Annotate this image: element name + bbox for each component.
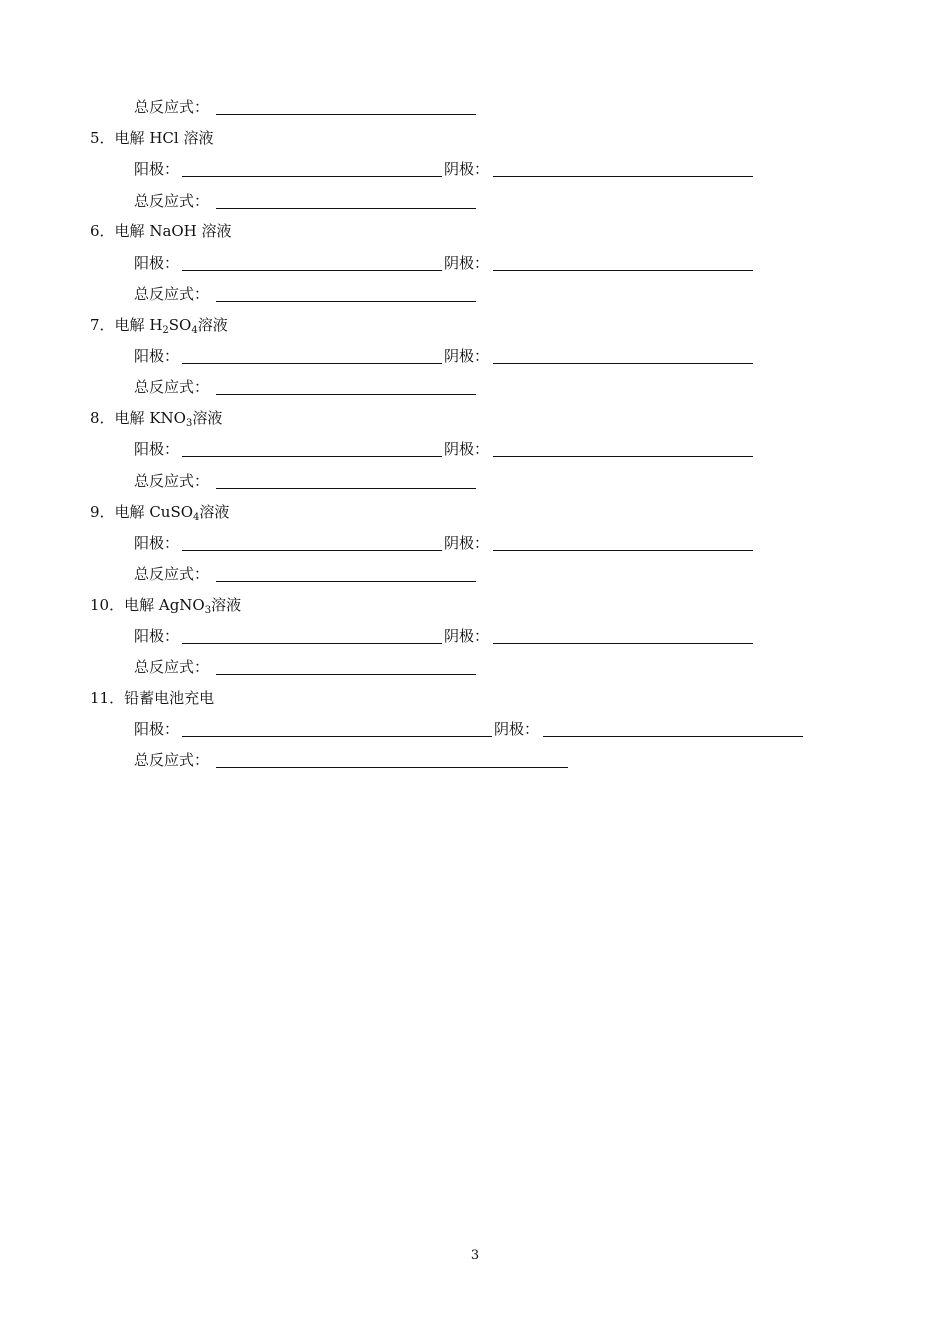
total-reaction-blank[interactable] bbox=[216, 394, 476, 395]
anode-label: 阳极： bbox=[134, 254, 180, 272]
cathode-blank[interactable] bbox=[543, 736, 803, 737]
anode-blank[interactable] bbox=[182, 456, 442, 457]
item-8-heading: 8．电解 $KNO_3$溶液 bbox=[90, 409, 223, 429]
anode-label: 阳极： bbox=[134, 534, 180, 552]
cathode-label: 阴极： bbox=[444, 254, 490, 272]
item-10-heading: 10．电解 AgNO$_3$溶液 bbox=[90, 596, 242, 616]
item-7-heading: 7．电解 $H_2SO_4$溶液 bbox=[90, 316, 228, 336]
anode-blank[interactable] bbox=[182, 550, 442, 551]
cathode-blank[interactable] bbox=[493, 643, 753, 644]
cathode-label: 阴极： bbox=[444, 160, 490, 178]
total-reaction-label: 总反应式： bbox=[134, 658, 210, 676]
anode-blank[interactable] bbox=[182, 736, 492, 737]
anode-label: 阳极： bbox=[134, 440, 180, 458]
total-reaction-blank[interactable] bbox=[216, 767, 568, 768]
total-reaction-blank[interactable] bbox=[216, 488, 476, 489]
cathode-blank[interactable] bbox=[493, 270, 753, 271]
cathode-label: 阴极： bbox=[444, 534, 490, 552]
anode-label: 阳极： bbox=[134, 347, 180, 365]
cathode-blank[interactable] bbox=[493, 456, 753, 457]
total-reaction-label: 总反应式： bbox=[134, 751, 210, 769]
anode-label: 阳极： bbox=[134, 720, 180, 738]
item-5-heading: 5．电解 HCl 溶液 bbox=[90, 129, 214, 147]
cathode-blank[interactable] bbox=[493, 363, 753, 364]
cathode-blank[interactable] bbox=[493, 176, 753, 177]
anode-blank[interactable] bbox=[182, 270, 442, 271]
total-reaction-blank[interactable] bbox=[216, 581, 476, 582]
total-reaction-label: 总反应式： bbox=[134, 472, 210, 490]
page-number: 3 bbox=[470, 1248, 480, 1263]
anode-label: 阳极： bbox=[134, 627, 180, 645]
total-reaction-label: 总反应式： bbox=[134, 192, 210, 210]
total-reaction-blank[interactable] bbox=[216, 301, 476, 302]
total-reaction-blank[interactable] bbox=[216, 208, 476, 209]
cathode-label: 阴极： bbox=[444, 627, 490, 645]
total-reaction-label: 总反应式： bbox=[134, 98, 210, 116]
cathode-label: 阴极： bbox=[444, 440, 490, 458]
item-11-heading: 11．铅蓄电池充电 bbox=[90, 689, 215, 707]
item-9-heading: 9．电解 CuSO$_4$溶液 bbox=[90, 503, 230, 523]
cathode-label: 阴极： bbox=[444, 347, 490, 365]
total-reaction-blank[interactable] bbox=[216, 674, 476, 675]
item-6-heading: 6．电解 NaOH 溶液 bbox=[90, 222, 232, 240]
anode-label: 阳极： bbox=[134, 160, 180, 178]
anode-blank[interactable] bbox=[182, 363, 442, 364]
anode-blank[interactable] bbox=[182, 643, 442, 644]
total-reaction-label: 总反应式： bbox=[134, 565, 210, 583]
total-reaction-label: 总反应式： bbox=[134, 285, 210, 303]
total-reaction-label: 总反应式： bbox=[134, 378, 210, 396]
cathode-blank[interactable] bbox=[493, 550, 753, 551]
total-reaction-blank[interactable] bbox=[216, 114, 476, 115]
cathode-label: 阴极： bbox=[494, 720, 540, 738]
anode-blank[interactable] bbox=[182, 176, 442, 177]
